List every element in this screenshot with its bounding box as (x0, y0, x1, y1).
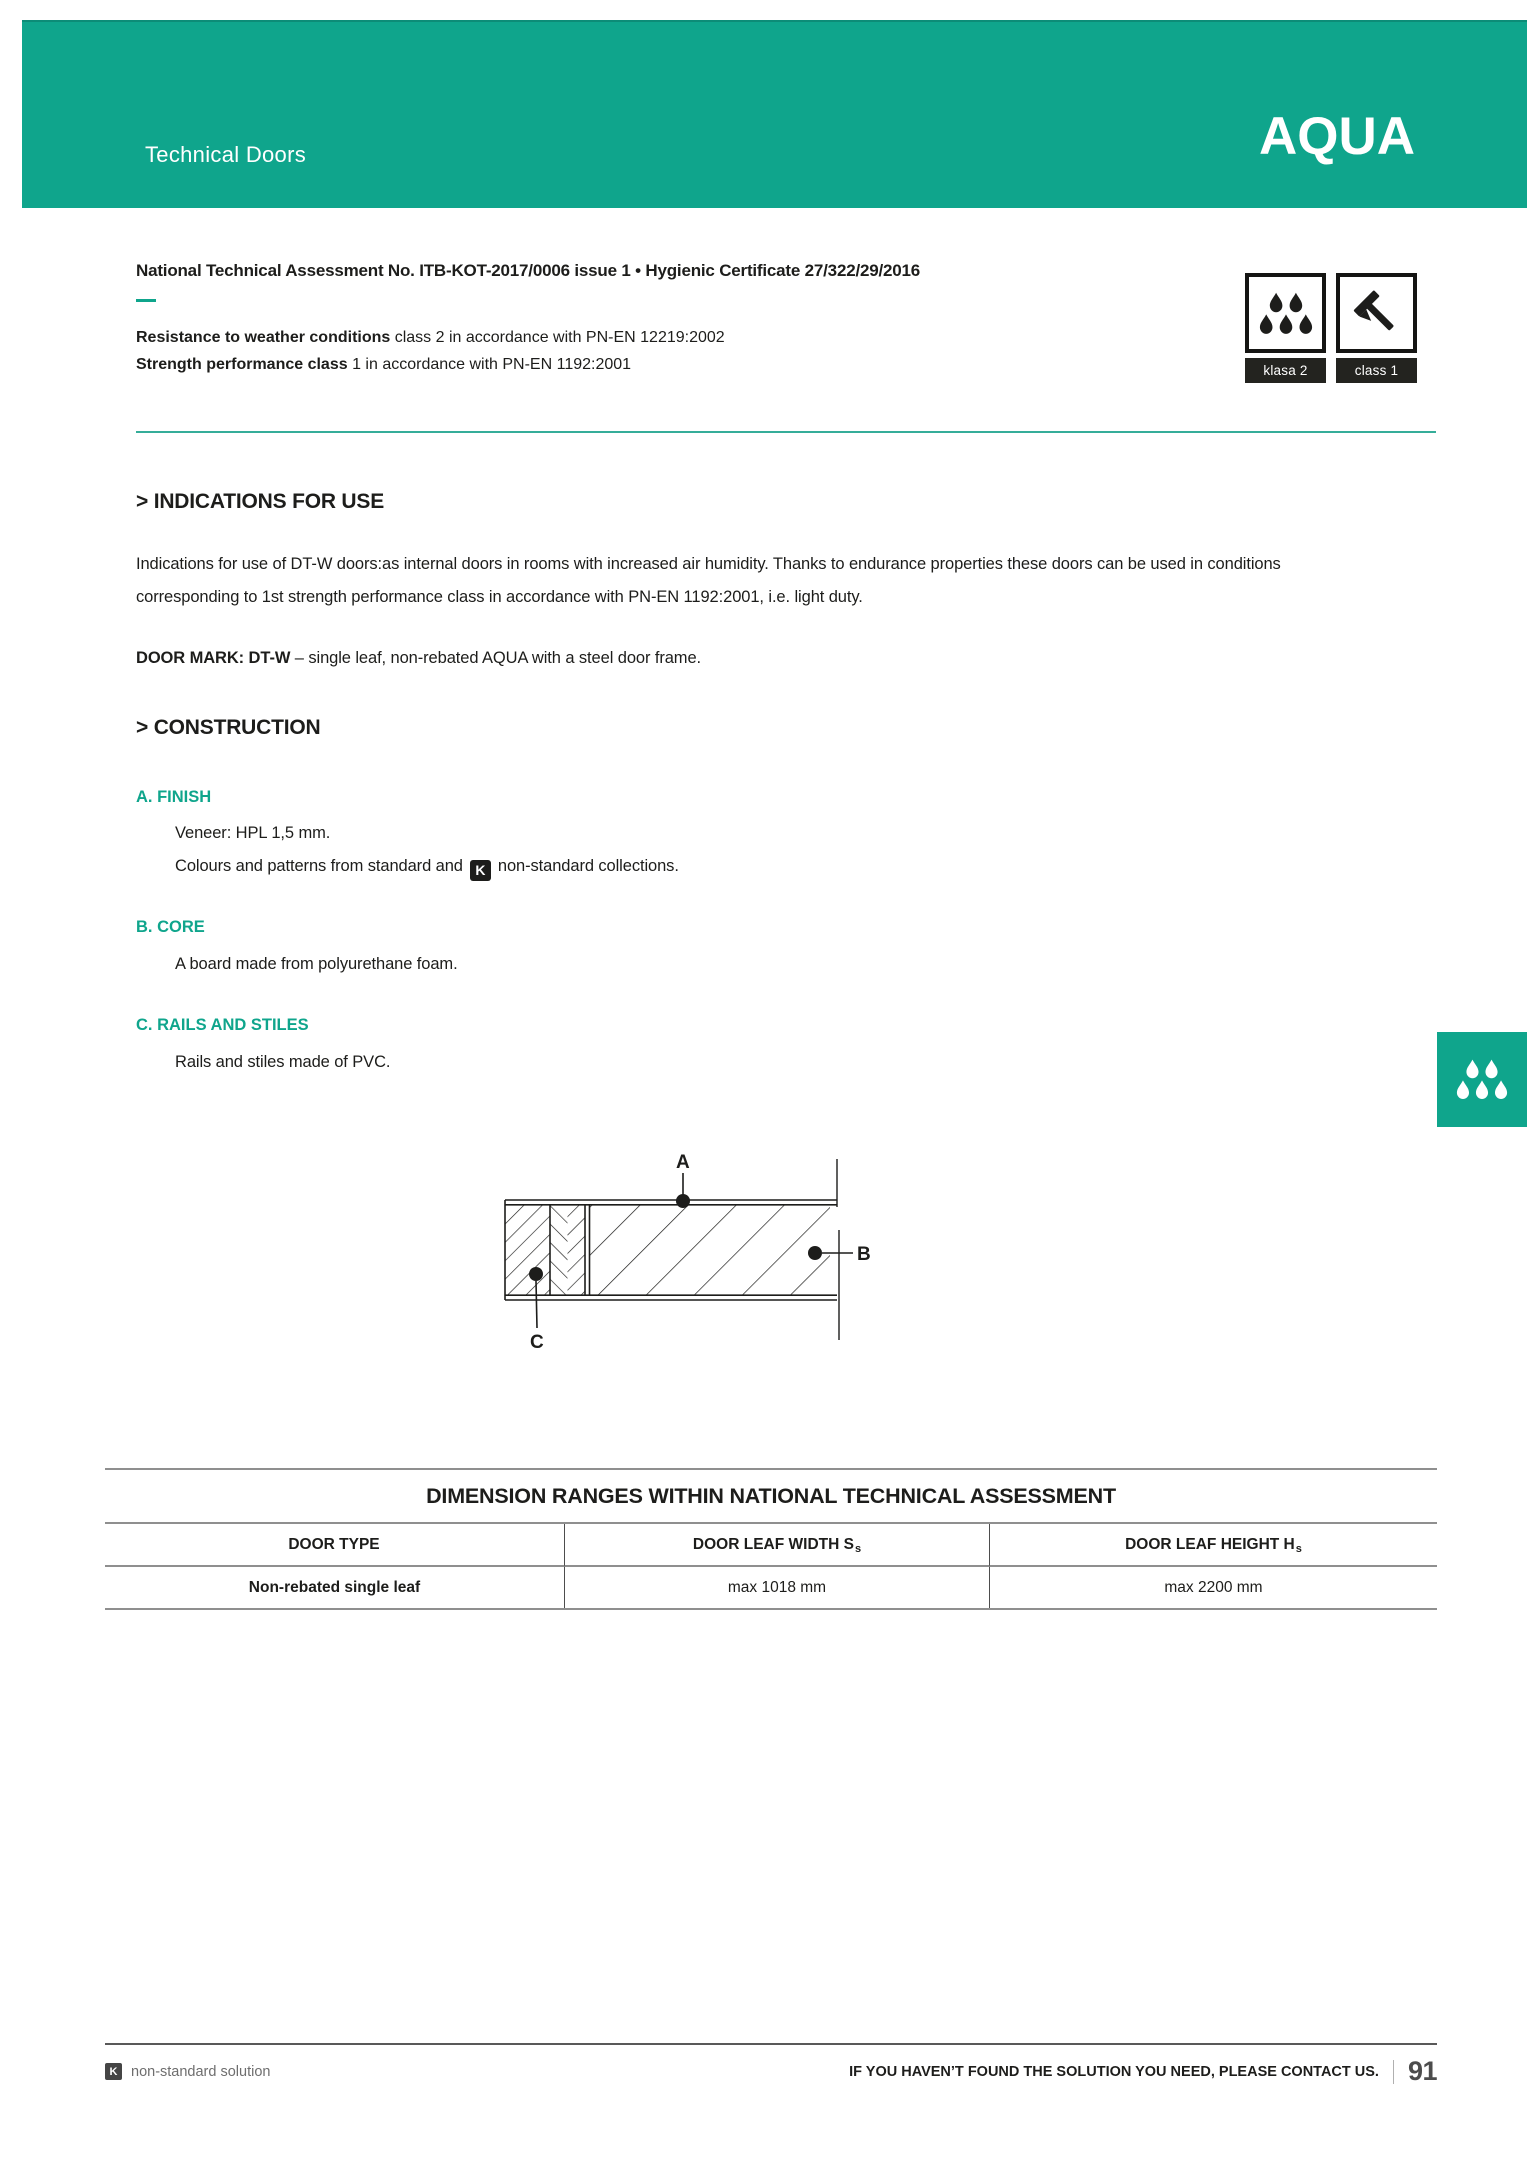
footer-rule (105, 2043, 1437, 2045)
k-logo-icon: K (470, 860, 491, 881)
col-header-sub: s (1295, 1542, 1302, 1555)
weather-resistance-value: class 2 in accordance with PN-EN 12219:2002 (390, 329, 725, 346)
door-cross-section-diagram (380, 1128, 940, 1373)
certificate-badge-strength (1336, 273, 1417, 383)
table-title: DIMENSION RANGES WITHIN NATIONAL TECHNICAL ASSESSMENT (426, 1484, 1116, 1508)
k-logo-icon-small: K (105, 2063, 122, 2080)
break-marks (837, 1159, 839, 1340)
col-header-leaf-width (565, 1524, 990, 1567)
marker-c-dot (529, 1267, 543, 1281)
finish-label: A. FINISH (136, 788, 212, 806)
strength-class-line (136, 356, 631, 374)
weather-resistance-line (136, 329, 725, 347)
core-label: B. CORE (136, 918, 205, 936)
section-title: Technical Doors (145, 142, 307, 167)
indications-line2: corresponding to 1st strength performance class in accordance with PN-EN 1192:2001, i.e. light duty. (136, 588, 863, 606)
marker-a-dot (676, 1194, 690, 1208)
col-header-door-type (105, 1524, 565, 1567)
strength-class-value: 1 in accordance with PN-EN 1192:2001 (347, 356, 632, 373)
water-drops-icon (1245, 273, 1326, 353)
table-grid (105, 1522, 1437, 1610)
footer-contact (849, 2056, 1437, 2087)
cell-leaf-width: max 1018 mm (565, 1567, 990, 1608)
cell-door-type: Non-rebated single leaf (105, 1567, 565, 1608)
certificate-title: National Technical Assessment No. ITB-KOT-2017/0006 issue 1 • Hygienic Certificate 27/322/29/2016 (136, 261, 921, 280)
col-header-sub: s (854, 1542, 862, 1555)
rails-line: Rails and stiles made of PVC. (175, 1053, 391, 1071)
badge-label-klasa2: klasa 2 (1245, 358, 1326, 383)
certificate-badge-weather (1245, 273, 1326, 383)
water-drops-icon (1456, 1057, 1508, 1102)
indications-heading: > INDICATIONS FOR USE (136, 490, 385, 513)
core-hatch-region (590, 1205, 830, 1295)
footer-legend (105, 2063, 270, 2080)
header-band (22, 20, 1527, 208)
chapter-side-tab (1437, 1032, 1527, 1127)
stile-hatch-region (505, 1205, 550, 1295)
cell-leaf-height: max 2200 mm (1164, 1578, 1263, 1596)
page-number: 91 (1407, 2056, 1437, 2086)
construction-heading: > CONSTRUCTION (136, 716, 321, 739)
teal-dash (136, 299, 156, 302)
col-header-leaf-height (990, 1524, 1437, 1567)
finish-line2-post: non-standard collections. (497, 857, 679, 875)
col-header-text: DOOR TYPE (288, 1535, 380, 1553)
marker-b-dot (808, 1246, 822, 1260)
weather-resistance-label: Resistance to weather conditions (136, 329, 391, 346)
indications-line1: Indications for use of DT-W doors:as internal doors in rooms with increased air humidity. Thanks to endurance properties these doors can be used in conditions (136, 555, 1281, 573)
dimension-table (105, 1468, 1437, 1610)
footer-divider (1393, 2060, 1394, 2084)
indications-paragraph (136, 548, 1281, 614)
callout-a (676, 1152, 690, 1208)
door-mark-value: – single leaf, non-rebated AQUA with a steel door frame. (290, 649, 702, 667)
door-mark-label: DOOR MARK: DT-W (136, 649, 291, 667)
finish-line2 (175, 857, 679, 881)
stile-herringbone-right (568, 1205, 586, 1295)
label-b: B (857, 1244, 871, 1265)
product-title: AQUA (1258, 107, 1415, 166)
hammer-icon (1336, 273, 1417, 353)
section-divider-rule (136, 431, 1436, 433)
finish-line1: Veneer: HPL 1,5 mm. (175, 824, 331, 842)
stile-herringbone-left (550, 1205, 568, 1295)
footer-contact-text: IF YOU HAVEN’T FOUND THE SOLUTION YOU NEED, PLEASE CONTACT US. (849, 2063, 1379, 2080)
strength-class-label: Strength performance class (136, 356, 348, 373)
rails-label: C. RAILS AND STILES (136, 1016, 309, 1034)
finish-line2-pre: Colours and patterns from standard and (175, 857, 463, 875)
col-header-text: DOOR LEAF WIDTH S (692, 1535, 854, 1553)
core-line: A board made from polyurethane foam. (175, 955, 458, 973)
footer-legend-text: non-standard solution (131, 2063, 271, 2080)
label-a: A (676, 1152, 690, 1173)
badge-label-class1: class 1 (1336, 358, 1417, 383)
col-header-text: DOOR LEAF HEIGHT H (1125, 1535, 1295, 1553)
door-mark-line (136, 649, 701, 668)
label-c: C (530, 1332, 544, 1353)
